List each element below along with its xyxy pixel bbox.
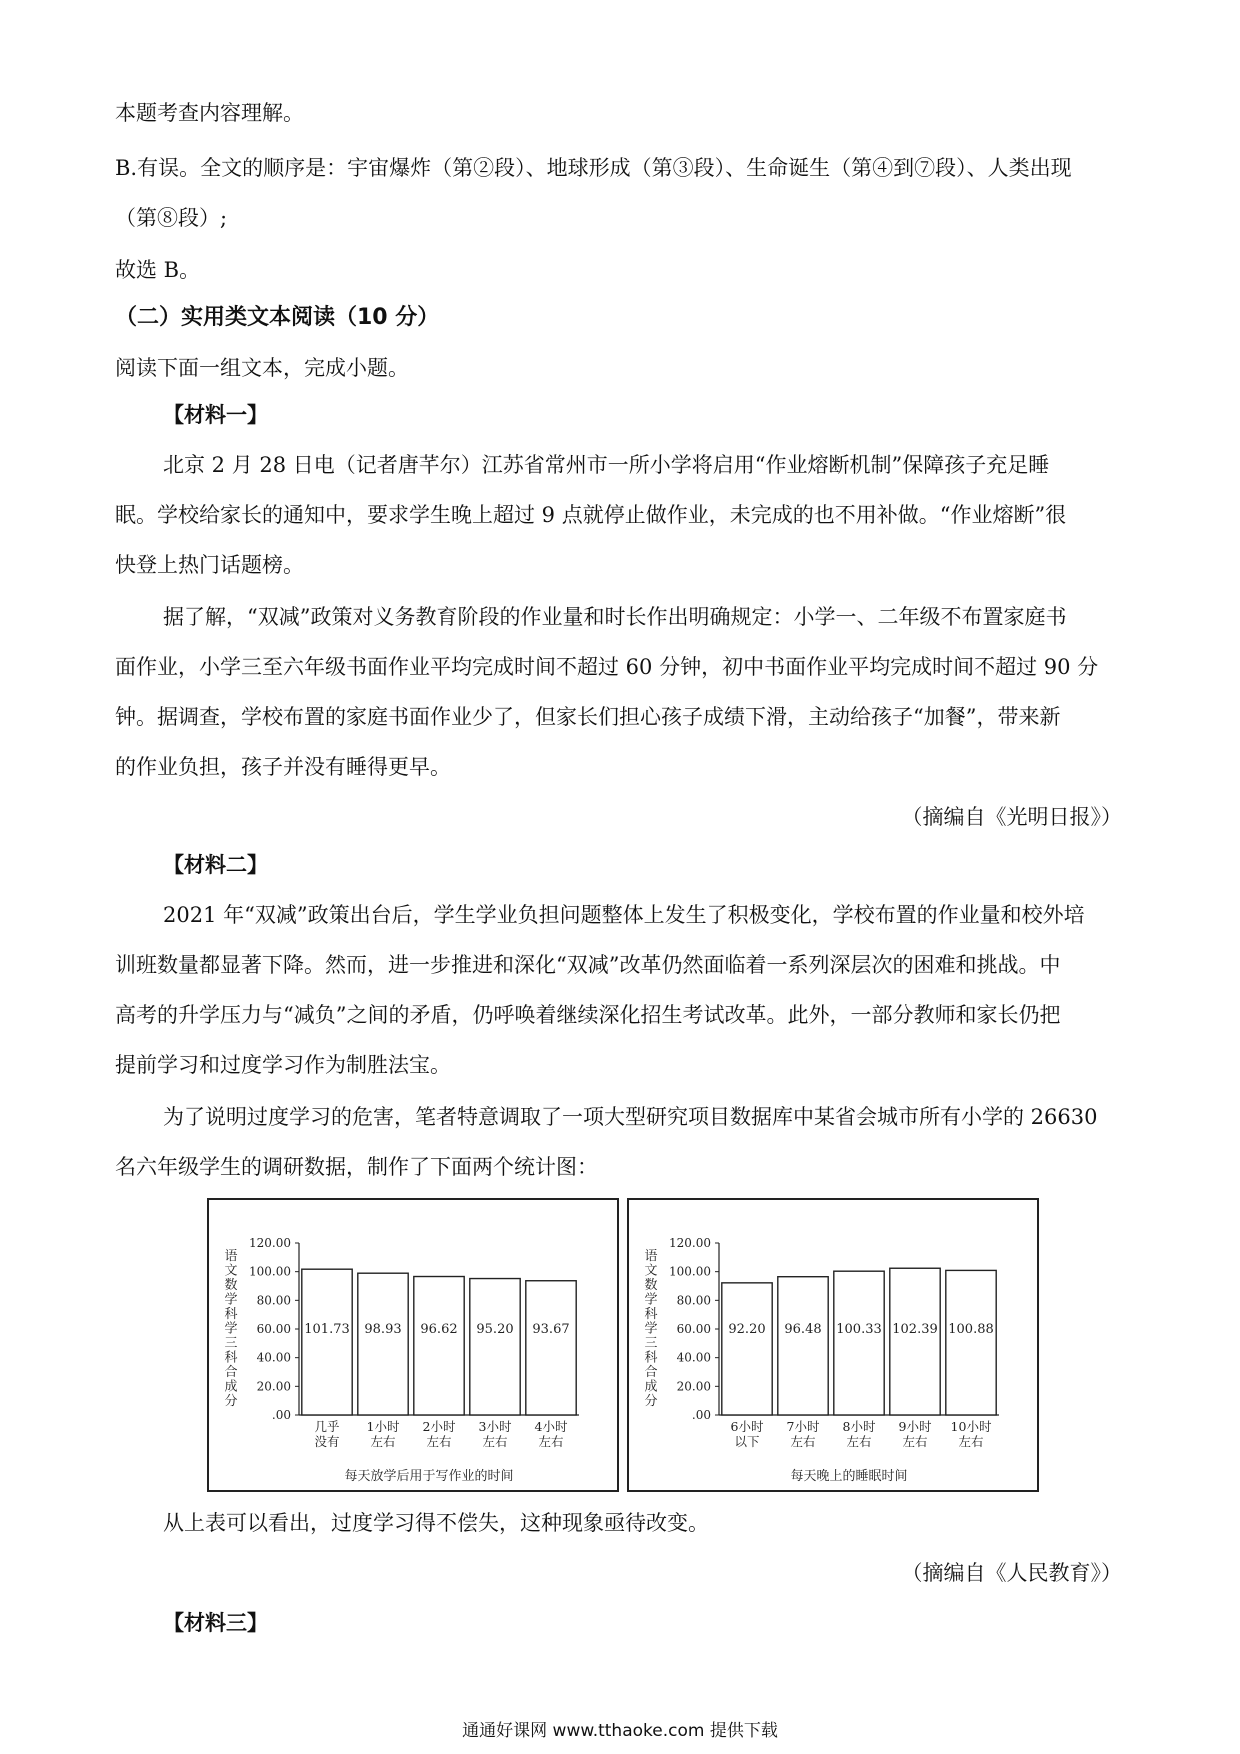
bar-value-label: 100.33 — [836, 1322, 882, 1337]
y-axis-label-char: 数 — [644, 1278, 658, 1293]
x-tick-label: 3小时 — [478, 1419, 512, 1434]
y-axis-label-char: 分 — [224, 1394, 238, 1409]
paragraph-line: 北京 2 月 28 日电（记者唐芊尔）江苏省常州市一所小学将启用“作业熔断机制”保障孩子充足睡 — [163, 453, 1050, 477]
paragraph-line: 据了解，“双减”政策对义务教育阶段的作业量和时长作出明确规定：小学一、二年级不布置家庭书 — [163, 605, 1067, 629]
x-tick-label: 8小时 — [842, 1419, 876, 1434]
y-axis-label-char: 科 — [644, 1307, 658, 1322]
x-tick-label: 左右 — [790, 1434, 816, 1449]
x-tick-label: 左右 — [902, 1434, 928, 1449]
y-axis-label-char: 合 — [224, 1365, 238, 1380]
y-axis-label-char: 语 — [644, 1249, 658, 1264]
y-axis-label-char: 三 — [644, 1336, 658, 1351]
paragraph-line: B.有误。全文的顺序是：宇宙爆炸（第②段）、地球形成（第③段）、生命诞生（第④到⑦段）、人类出现 — [115, 156, 1072, 180]
paragraph-line: 的作业负担，孩子并没有睡得更早。 — [115, 755, 451, 779]
y-axis-label-char: 学 — [644, 1321, 658, 1337]
bar — [834, 1271, 884, 1415]
y-axis-label-char: 成 — [224, 1379, 238, 1395]
bar — [302, 1269, 352, 1415]
x-tick-label: 9小时 — [898, 1419, 932, 1434]
y-tick-label: 60.00 — [676, 1322, 711, 1336]
paragraph-line: 名六年级学生的调研数据，制作了下面两个统计图： — [115, 1155, 598, 1179]
material-2-source: （摘编自《人民教育》） — [901, 1561, 1122, 1585]
bar — [358, 1273, 408, 1415]
y-axis-label-char: 成 — [644, 1379, 658, 1395]
bar — [470, 1279, 520, 1415]
bar — [722, 1283, 772, 1415]
x-tick-label: 7小时 — [786, 1419, 820, 1434]
y-axis-label-char: 三 — [224, 1336, 238, 1351]
x-tick-label: 几乎 — [314, 1419, 340, 1434]
x-tick-label: 左右 — [426, 1434, 452, 1449]
page-footer: 通通好课网 www.tthaoke.com 提供下载 — [462, 1721, 778, 1741]
paragraph-line: 提前学习和过度学习作为制胜法宝。 — [115, 1053, 451, 1077]
paragraph-line: 快登上热门话题榜。 — [115, 553, 304, 577]
y-tick-label: 20.00 — [256, 1379, 291, 1394]
chart-sleep-time — [627, 1198, 1039, 1492]
paragraph-line: 钟。据调查，学校布置的家庭书面作业少了，但家长们担心孩子成绩下滑，主动给孩子“加餐”，带来新 — [115, 705, 1061, 729]
y-axis-label-char: 学 — [224, 1321, 238, 1337]
y-tick-label: 40.00 — [676, 1350, 711, 1365]
bar-value-label: 100.88 — [948, 1322, 994, 1337]
x-tick-label: 左右 — [846, 1434, 872, 1449]
y-axis-label-char: 科 — [224, 1307, 238, 1322]
x-tick-label: 6小时 — [730, 1419, 764, 1434]
y-tick-label: 120.00 — [249, 1236, 291, 1250]
y-axis-label-char: 文 — [644, 1263, 658, 1279]
y-tick-label: .00 — [691, 1408, 711, 1422]
paragraph-line: 训班数量都显著下降。然而，进一步推进和深化“双减”改革仍然面临着一系列深层次的困难和挑战。中 — [115, 953, 1061, 977]
x-tick-label: 左右 — [482, 1434, 508, 1449]
x-axis-label: 每天晚上的睡眠时间 — [790, 1469, 908, 1484]
paragraph-line: 故选 B。 — [115, 258, 201, 282]
x-tick-label: 10小时 — [950, 1419, 992, 1434]
bar — [778, 1277, 828, 1415]
chart-svg — [629, 1200, 1037, 1490]
x-tick-label: 2小时 — [422, 1419, 456, 1434]
y-axis-label-char: 科 — [224, 1350, 238, 1366]
y-axis-label-char: 合 — [644, 1365, 658, 1380]
paragraph-line: （第⑧段）; — [115, 206, 228, 230]
x-tick-label: 左右 — [370, 1434, 396, 1449]
y-tick-label: 40.00 — [256, 1350, 291, 1365]
bar — [414, 1277, 464, 1415]
paragraph-line: 眠。学校给家长的通知中，要求学生晚上超过 9 点就停止做作业，未完成的也不用补做。“作业熔断”很 — [115, 503, 1067, 527]
x-tick-label: 1小时 — [366, 1419, 400, 1434]
bar-value-label: 98.93 — [364, 1322, 402, 1337]
y-axis-label-char: 科 — [644, 1350, 658, 1366]
chart-homework-time — [207, 1198, 619, 1492]
y-tick-label: 60.00 — [256, 1322, 291, 1336]
material-1-title: 【材料一】 — [163, 403, 268, 427]
material-3-title: 【材料三】 — [163, 1611, 268, 1635]
paragraph-line: 为了说明过度学习的危害，笔者特意调取了一项大型研究项目数据库中某省会城市所有小学的 26630 — [163, 1105, 1098, 1129]
paragraph-line: 2021 年“双减”政策出台后，学生学业负担问题整体上发生了积极变化，学校布置的作业量和校外培 — [163, 903, 1085, 927]
y-tick-label: 20.00 — [676, 1379, 711, 1394]
instruction-line: 阅读下面一组文本，完成小题。 — [115, 356, 409, 380]
x-tick-label: 没有 — [314, 1434, 340, 1449]
paragraph-line: 高考的升学压力与“减负”之间的矛盾，仍呼唤着继续深化招生考试改革。此外，一部分教师和家长仍把 — [115, 1003, 1061, 1027]
bar-value-label: 92.20 — [728, 1322, 766, 1337]
x-tick-label: 左右 — [538, 1434, 564, 1449]
y-tick-label: 80.00 — [676, 1293, 711, 1308]
section-heading: （二）实用类文本阅读（10 分） — [115, 305, 440, 330]
material-2-title: 【材料二】 — [163, 853, 268, 877]
y-axis-label-char: 学 — [644, 1292, 658, 1308]
x-tick-label: 4小时 — [534, 1419, 568, 1434]
y-axis-label-char: 文 — [224, 1263, 238, 1279]
y-axis-label-char: 数 — [224, 1278, 238, 1293]
chart-svg — [209, 1200, 617, 1490]
x-axis-label: 每天放学后用于写作业的时间 — [344, 1469, 514, 1484]
y-axis-label-char: 学 — [224, 1292, 238, 1308]
y-axis-label-char: 分 — [644, 1394, 658, 1409]
paragraph-line: 面作业，小学三至六年级书面作业平均完成时间不超过 60 分钟，初中书面作业平均完成时间不超过 90 分 — [115, 655, 1099, 679]
bar — [526, 1281, 576, 1415]
y-tick-label: 100.00 — [249, 1264, 291, 1279]
y-axis-label-char: 语 — [224, 1249, 238, 1264]
bar-value-label: 96.48 — [784, 1322, 822, 1337]
bar — [946, 1270, 996, 1415]
bar-value-label: 101.73 — [304, 1322, 350, 1337]
material-1-source: （摘编自《光明日报》） — [901, 805, 1122, 829]
bar-value-label: 93.67 — [532, 1322, 570, 1337]
paragraph-line: 本题考查内容理解。 — [115, 101, 304, 125]
x-tick-label: 左右 — [958, 1434, 984, 1449]
y-tick-label: .00 — [271, 1408, 291, 1422]
x-tick-label: 以下 — [734, 1434, 760, 1449]
bar-value-label: 96.62 — [420, 1322, 458, 1337]
y-tick-label: 80.00 — [256, 1293, 291, 1308]
bar-value-label: 95.20 — [476, 1322, 514, 1337]
y-tick-label: 100.00 — [669, 1264, 711, 1279]
paragraph-line: 从上表可以看出，过度学习得不偿失，这种现象亟待改变。 — [163, 1511, 709, 1535]
y-tick-label: 120.00 — [669, 1236, 711, 1250]
bar — [890, 1268, 940, 1415]
bar-value-label: 102.39 — [892, 1322, 938, 1337]
